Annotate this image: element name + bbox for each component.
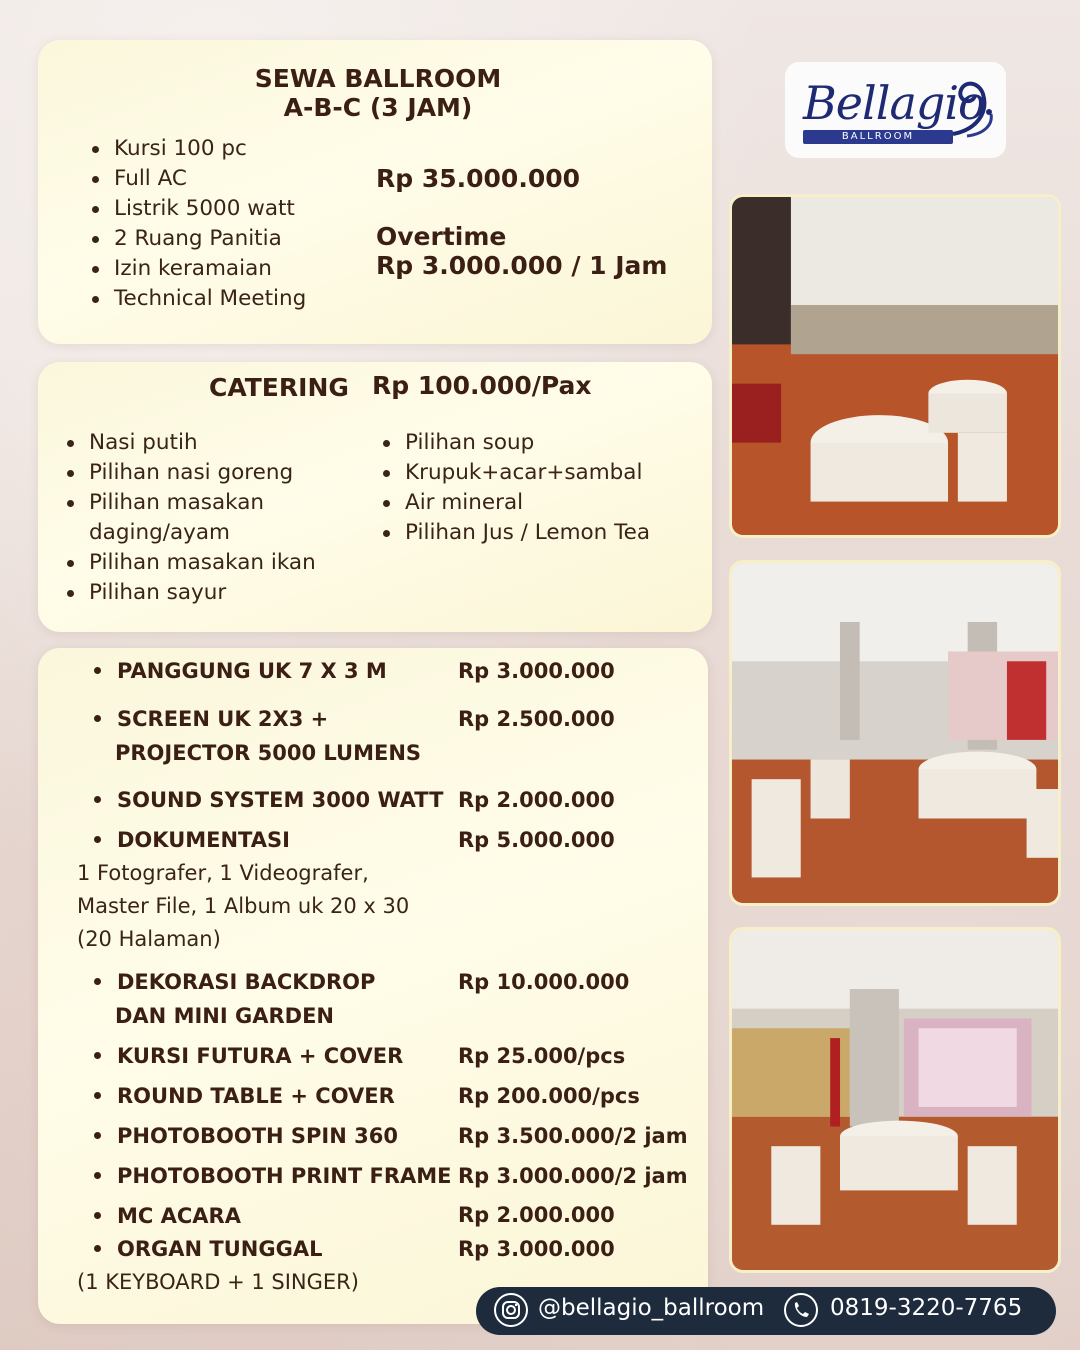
catering-right-list xyxy=(379,428,650,548)
list-item: Nasi putih xyxy=(63,428,343,458)
addon-label: PHOTOBOOTH SPIN 360 xyxy=(76,1119,398,1153)
addon-price: Rp 10.000.000 xyxy=(458,970,630,994)
list-item: 2 Ruang Panitia xyxy=(88,224,306,254)
addon-note: (1 KEYBOARD + 1 SINGER) xyxy=(77,1270,359,1294)
contact-bar xyxy=(476,1287,1056,1335)
list-item: Pilihan Jus / Lemon Tea xyxy=(379,518,650,548)
addon-label: PHOTOBOOTH PRINT FRAME xyxy=(76,1159,452,1193)
addon-note: (20 Halaman) xyxy=(77,927,221,951)
addon-price: Rp 3.500.000/2 jam xyxy=(458,1124,688,1148)
phone-number[interactable]: 0819-3220-7765 xyxy=(830,1295,1023,1321)
addon-label: DEKORASI BACKDROP DAN MINI GARDEN xyxy=(76,965,375,1033)
catering-left-list xyxy=(63,428,343,608)
ballroom-features-list xyxy=(88,134,306,314)
list-item: Kursi 100 pc xyxy=(88,134,306,164)
addon-label: ORGAN TUNGGAL xyxy=(76,1232,322,1266)
overtime-label: Overtime xyxy=(376,222,507,251)
addon-price: Rp 3.000.000/2 jam xyxy=(458,1164,688,1188)
addon-price: Rp 25.000/pcs xyxy=(458,1044,626,1068)
overtime-price: Rp 3.000.000 / 1 Jam xyxy=(376,251,668,280)
instagram-icon[interactable] xyxy=(494,1293,528,1327)
catering-title: CATERING xyxy=(209,373,349,402)
addon-label: SOUND SYSTEM 3000 WATT xyxy=(76,783,443,817)
addon-label: PANGGUNG UK 7 X 3 M xyxy=(76,654,387,688)
addon-price: Rp 5.000.000 xyxy=(458,828,615,852)
addon-price: Rp 2.500.000 xyxy=(458,707,615,731)
ballroom-photo-1 xyxy=(729,194,1061,538)
list-item: Technical Meeting xyxy=(88,284,306,314)
addon-price: Rp 3.000.000 xyxy=(458,1237,615,1261)
logo xyxy=(785,62,1006,158)
addon-note: Master File, 1 Album uk 20 x 30 xyxy=(77,894,410,918)
logo-script: Bellagio xyxy=(803,76,985,130)
list-item: Krupuk+acar+sambal xyxy=(379,458,650,488)
ballroom-title-line1: SEWA BALLROOM xyxy=(254,64,502,93)
list-item: Full AC xyxy=(88,164,306,194)
list-item: Pilihan nasi goreng xyxy=(63,458,343,488)
addon-label: SCREEN UK 2X3 + PROJECTOR 5000 LUMENS xyxy=(76,702,421,770)
list-item: Pilihan masakan daging/ayam xyxy=(63,488,343,548)
list-item: Pilihan sayur xyxy=(63,578,343,608)
catering-price: Rp 100.000/Pax xyxy=(372,371,592,400)
catering-card xyxy=(38,362,712,632)
addon-label: MC ACARA xyxy=(76,1199,241,1233)
ballroom-photo-2 xyxy=(729,560,1061,906)
addon-note: 1 Fotografer, 1 Videografer, xyxy=(77,861,369,885)
ballroom-card xyxy=(38,40,712,344)
addon-price: Rp 2.000.000 xyxy=(458,788,615,812)
list-item: Pilihan soup xyxy=(379,428,650,458)
ballroom-photo-3 xyxy=(729,927,1061,1273)
addon-price: Rp 200.000/pcs xyxy=(458,1084,640,1108)
list-item: Air mineral xyxy=(379,488,650,518)
list-item: Izin keramaian xyxy=(88,254,306,284)
addon-label: KURSI FUTURA + COVER xyxy=(76,1039,403,1073)
addon-price: Rp 2.000.000 xyxy=(458,1203,615,1227)
addon-label: DOKUMENTASI xyxy=(76,823,290,857)
logo-band: BALLROOM xyxy=(803,130,953,144)
instagram-handle[interactable]: @bellagio_ballroom xyxy=(538,1295,765,1321)
list-item: Listrik 5000 watt xyxy=(88,194,306,224)
list-item: Pilihan masakan ikan xyxy=(63,548,343,578)
phone-icon[interactable] xyxy=(784,1293,818,1327)
addon-price: Rp 3.000.000 xyxy=(458,659,615,683)
ballroom-title-line2: A-B-C (3 JAM) xyxy=(283,93,473,122)
ballroom-price: Rp 35.000.000 xyxy=(376,164,581,193)
addon-label: ROUND TABLE + COVER xyxy=(76,1079,395,1113)
